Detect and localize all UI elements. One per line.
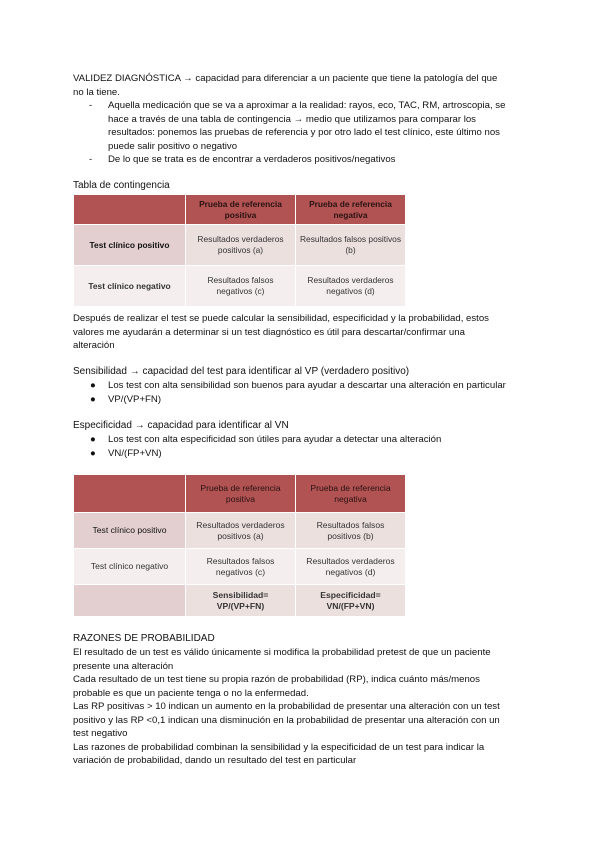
bullet-dot-icon: ● <box>90 434 96 445</box>
paragraph-line: probable es que un paciente tenga o no la enfermedad. <box>73 687 309 699</box>
list-item <box>73 379 533 393</box>
especificidad-bullet-list <box>73 433 533 460</box>
table-cell: Resultados falsos negativos (c) <box>186 266 296 307</box>
razones-paragraph <box>73 646 533 768</box>
list-item-text: Los test con alta sensibilidad son buenos para ayudar a descartar una alteración en particular <box>108 380 506 391</box>
list-item <box>73 433 533 447</box>
table-row <box>74 225 406 266</box>
table-footer-cell <box>74 585 186 617</box>
paragraph-line: presente una alteración <box>73 660 174 672</box>
especificidad-title: Especificidad → capacidad para identificar al VN <box>73 420 289 431</box>
sensibilidad-bullet-list <box>73 379 533 406</box>
table-row <box>74 513 406 549</box>
razones-title: RAZONES DE PROBABILIDAD <box>73 633 215 644</box>
contingency-table-1 <box>73 194 406 307</box>
row-label: Test clínico negativo <box>74 266 186 307</box>
row-label: Test clínico positivo <box>74 225 186 266</box>
intro-heading <box>73 72 543 99</box>
paragraph-line: test negativo <box>73 728 128 739</box>
paragraph-line: positivo y las RP <0,1 indican una disminución en la probabilidad de presentar una alteración con un <box>73 714 500 726</box>
intro-heading-line: VALIDEZ DIAGNÓSTICA → capacidad para diferenciar a un paciente que tiene la patología del que <box>73 73 498 84</box>
table-row <box>74 266 406 307</box>
table-header-cell: Prueba de referencia positiva <box>186 195 296 225</box>
list-item-line: hace a través de una tabla de contingencia → medio que utilizamos para comparar los <box>108 113 476 125</box>
intro-bullet-list <box>73 99 533 167</box>
table-cell: Resultados verdaderos negativos (d) <box>296 549 406 585</box>
intro-heading-line: no la tiene. <box>73 86 120 98</box>
table-footer-cell: Sensibilidad= VP/(VP+FN) <box>186 585 296 617</box>
contingency-table-2 <box>73 474 406 617</box>
list-item <box>73 99 533 153</box>
table-header-cell <box>74 475 186 513</box>
list-item <box>73 393 533 407</box>
list-item-line: puede salir positivo o negativo <box>108 140 238 152</box>
table-cell: Resultados falsos positivos (b) <box>296 225 406 266</box>
list-item <box>73 447 533 461</box>
paragraph-line: Después de realizar el test se puede calcular la sensibilidad, especificidad y la probabilidad, estos <box>73 313 489 324</box>
paragraph-line: valores me ayudarán a determinar si un test diagnóstico es útil para descartar/confirmar una <box>73 326 465 338</box>
list-item-text: VP/(VP+FN) <box>108 393 162 405</box>
after-table-paragraph <box>73 312 533 353</box>
table-header-row <box>74 475 406 513</box>
list-item-text: Los test con alta especificidad son útiles para ayudar a detectar una alteración <box>108 434 442 445</box>
paragraph-line: alteración <box>73 340 115 351</box>
sensibilidad-title: Sensibilidad → capacidad del test para identificar al VP (verdadero positivo) <box>73 366 410 377</box>
table-cell: Resultados verdaderos negativos (d) <box>296 266 406 307</box>
bullet-dot-icon: ● <box>90 380 96 391</box>
paragraph-line: Cada resultado de un test tiene su propia razón de probabilidad (RP), indica cuánto más/menos <box>73 674 480 685</box>
paragraph-line: Las RP positivas > 10 indican un aumento en la probabilidad de presentar una alteración con un test <box>73 701 500 712</box>
table-header-cell: Prueba de referencia positiva <box>186 475 296 513</box>
table-header-cell <box>74 195 186 225</box>
paragraph-line: variación de probabilidad, dando un resultado del test en particular <box>73 755 357 766</box>
row-label: Test clínico positivo <box>74 513 186 549</box>
list-item-line: Aquella medicación que se va a aproximar a la realidad: rayos, eco, TAC, RM, artroscopia, se <box>108 100 506 111</box>
table-row <box>74 549 406 585</box>
table1-caption: Tabla de contingencia <box>73 180 170 191</box>
table-cell: Resultados verdaderos positivos (a) <box>186 225 296 266</box>
dash-marker: - <box>89 154 93 165</box>
bullet-dot-icon: ● <box>90 447 96 459</box>
table-cell: Resultados falsos positivos (b) <box>296 513 406 549</box>
list-item-text: VN/(FP+VN) <box>108 447 162 459</box>
table-header-cell: Prueba de referencia negativa <box>296 475 406 513</box>
table-header-row <box>74 195 406 225</box>
dash-marker: - <box>89 100 93 111</box>
list-item <box>73 153 533 167</box>
table-footer-cell: Especificidad= VN/(FP+VN) <box>296 585 406 617</box>
list-item-line: De lo que se trata es de encontrar a verdaderos positivos/negativos <box>108 154 396 165</box>
table-cell: Resultados verdaderos positivos (a) <box>186 513 296 549</box>
table-cell: Resultados falsos negativos (c) <box>186 549 296 585</box>
paragraph-line: El resultado de un test es válido únicamente si modifica la probabilidad pretest de que un paciente <box>73 647 491 658</box>
row-label: Test clínico negativo <box>74 549 186 585</box>
bullet-dot-icon: ● <box>90 393 96 405</box>
table-footer-row <box>74 585 406 617</box>
list-item-line: resultados: ponemos las pruebas de referencia y por otro lado el test clínico, este último nos <box>108 127 500 138</box>
table-header-cell: Prueba de referencia negativa <box>296 195 406 225</box>
paragraph-line: Las razones de probabilidad combinan la sensibilidad y la especificidad de un test para indicar la <box>73 741 485 753</box>
